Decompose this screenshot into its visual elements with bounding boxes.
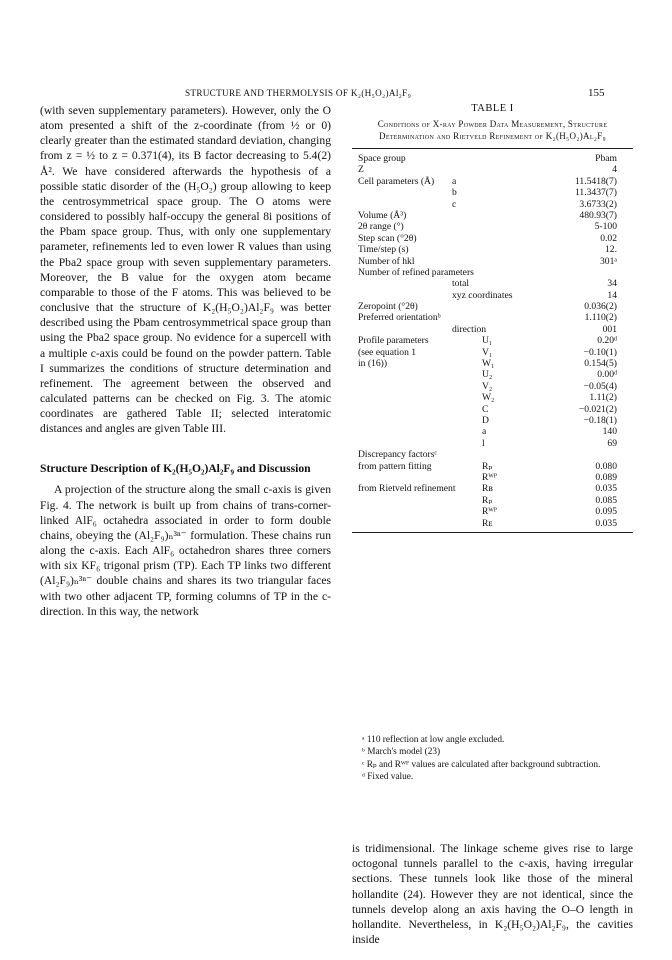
table-row bbox=[352, 267, 633, 278]
table-cell-sub: c bbox=[452, 198, 457, 210]
table-cell-value: 0.154(5) bbox=[584, 358, 617, 370]
table-row bbox=[352, 347, 633, 358]
paragraph-refinement: (with seven supplementary parameters). However, only the O atom presented a shift of the z-coordinate (from ½ or 0) clearly greater than the estimated standard deviation, changing from z = ½ to z = 0.371(4), its B factor decreasing to 5.4(2) Å². We have considered afterwards the hypothesis of a possible static disorder of the (H₅O₂) group allowing to keep the centrosymmetrical space group. The O atoms were considered to possibly half-occupy the general 8i positions of the Pbam space group. Thus, with only one supplementary parameter, refinements led to even lower R values than using the Pba2 space group with seven supplementary parameters. Moreover, the B value for the oxygen atom became comparable to those of the F atoms. This was believed to be conclusive that the structure of K₂(H₅O₂)Al₂F₉ was better described using the Pbam centrosymmetrical space group than using the Pba2 space group. No evidence for a supercell with a multiple c-axis could be found on the powder pattern. Table I summarizes the conditions of structure determination and refinement. The agreement between the observed and calculated patterns can be checked on Fig. 3. The atomic coordinates are gathered Table II; selected interatomic distances and angles are given Table III. bbox=[40, 104, 331, 436]
table-cell-value: 301ᵃ bbox=[599, 255, 617, 267]
table-cell-value: 11.5418(7) bbox=[574, 175, 617, 187]
table-cell-sub: total bbox=[452, 278, 470, 290]
table-row bbox=[352, 392, 633, 403]
table-footnotes bbox=[352, 734, 633, 784]
table-cell-value: 5-100 bbox=[594, 221, 617, 233]
table-cell-value: 140 bbox=[602, 426, 617, 438]
table-cell-value: 14 bbox=[607, 289, 617, 301]
table-cell-symbol: U₁ bbox=[482, 335, 493, 347]
table-cell-label: Zeropoint (°2θ) bbox=[358, 301, 418, 313]
table-cell-value: 0.095 bbox=[595, 506, 617, 518]
table-cell-value: 0.035 bbox=[595, 517, 617, 529]
footnote-a: ᵃ 110 reflection at low angle excluded. bbox=[362, 735, 505, 745]
table-cell-label: (see equation 1 bbox=[358, 346, 417, 358]
table-label: TABLE I bbox=[471, 103, 514, 114]
table-cell-value: 3.6733(2) bbox=[579, 198, 617, 210]
table-top-rule bbox=[352, 148, 633, 149]
table-caption: Conditions of X-ray Powder Data Measurement, Structure Determination and Rietveld Refinement of K₂(H₅O₂)Al₂F₉ bbox=[377, 119, 608, 141]
table-cell-label: Number of hkl bbox=[358, 255, 415, 267]
table-row bbox=[352, 164, 633, 175]
table-row bbox=[352, 495, 633, 506]
table-cell-value: −0.021(2) bbox=[578, 403, 617, 415]
table-row bbox=[352, 506, 633, 517]
running-header bbox=[0, 88, 672, 102]
table-cell-symbol: Rₚ bbox=[482, 494, 493, 506]
table-cell-label: Time/step (s) bbox=[358, 244, 409, 256]
table-cell-symbol: a bbox=[482, 426, 487, 438]
table-cell-sub: direction bbox=[452, 323, 487, 335]
table-cell-value: 0.085 bbox=[595, 494, 617, 506]
table-row bbox=[352, 210, 633, 221]
table-cell-symbol: Rᴇ bbox=[482, 517, 493, 529]
table-row bbox=[352, 449, 633, 460]
table-row bbox=[352, 518, 633, 529]
table-cell-value: 69 bbox=[607, 437, 617, 449]
table-cell-value: 1.110(2) bbox=[584, 312, 617, 324]
table-row bbox=[352, 290, 633, 301]
table-cell-value: 11.3437(7) bbox=[574, 187, 617, 199]
table-cell-sub: xyz coordinates bbox=[452, 289, 513, 301]
table-cell-value: 001 bbox=[602, 323, 617, 335]
right-column-text: is tridimensional. The linkage scheme gives rise to large octogonal tunnels parallel to the c-axis, having irregular sections. These tunnels look like those of the mineral hollandite (24). However they are not identical, since the tunnels develop along an axis having the O–O length in hollandite. Nevertheless, in K₂(H₅O₂)Al₂F₉, the cavities inside bbox=[352, 842, 633, 947]
table-cell-value: 0.035 bbox=[595, 483, 617, 495]
footnote-b: ᵇ March's model (23) bbox=[362, 747, 441, 758]
table-i bbox=[352, 103, 633, 533]
running-title: STRUCTURE AND THERMOLYSIS OF K₂(H₅O₂)Al₂F₉ bbox=[185, 88, 412, 98]
table-cell-value: 0.036(2) bbox=[584, 301, 617, 313]
table-cell-value: 480.93(7) bbox=[579, 209, 617, 221]
table-cell-value: −0.05(4) bbox=[583, 380, 617, 392]
table-cell-symbol: l bbox=[482, 437, 485, 449]
table-cell-label: Profile parameters bbox=[358, 335, 429, 347]
table-row bbox=[352, 483, 633, 494]
table-cell-label: from pattern fitting bbox=[358, 460, 432, 472]
table-cell-value: 0.080 bbox=[595, 460, 617, 472]
table-cell-value: 0.089 bbox=[595, 471, 617, 483]
table-cell-value: 12. bbox=[605, 244, 617, 256]
table-body bbox=[352, 153, 633, 529]
table-row bbox=[352, 438, 633, 449]
table-cell-symbol: V₂ bbox=[482, 380, 493, 392]
table-bottom-rule bbox=[352, 532, 633, 533]
footnote-c: ᶜ Rₚ and Rᵂᴾ values are calculated after background subtraction. bbox=[362, 759, 601, 770]
table-cell-symbol: V₁ bbox=[482, 346, 493, 358]
table-cell-value: 1.11(2) bbox=[589, 392, 617, 404]
table-cell-symbol: C bbox=[482, 403, 489, 415]
table-cell-label: Preferred orientationᵇ bbox=[358, 312, 441, 324]
table-cell-value: Pbam bbox=[595, 153, 617, 164]
table-row bbox=[352, 312, 633, 323]
table-row bbox=[352, 404, 633, 415]
table-cell-value: −0.18(1) bbox=[583, 414, 617, 426]
table-cell-symbol: Rᵂᴾ bbox=[482, 506, 497, 518]
table-row bbox=[352, 415, 633, 426]
footnote-d: ᵈ Fixed value. bbox=[362, 772, 414, 783]
table-cell-symbol: W₁ bbox=[482, 358, 495, 370]
table-cell-label: Cell parameters (Å) bbox=[358, 175, 435, 187]
page-number: 155 bbox=[588, 87, 605, 99]
table-cell-symbol: Rʙ bbox=[482, 483, 493, 495]
table-cell-value: 4 bbox=[612, 164, 617, 176]
table-cell-label: in (16)) bbox=[358, 358, 388, 370]
table-cell-value: −0.10(1) bbox=[583, 346, 617, 358]
table-cell-label: Space group bbox=[358, 153, 406, 164]
table-cell-label: Number of refined parameters bbox=[358, 266, 474, 278]
table-row bbox=[352, 358, 633, 369]
table-row bbox=[352, 221, 633, 232]
table-row bbox=[352, 278, 633, 289]
left-column bbox=[40, 103, 331, 619]
table-cell-label: Volume (Å³) bbox=[358, 209, 407, 221]
table-cell-symbol: Rₚ bbox=[482, 460, 493, 472]
table-row bbox=[352, 472, 633, 483]
table-cell-value: 0.02 bbox=[600, 232, 617, 244]
section-heading: Structure Description of K₂(H₅O₂)Al₂F₉ and Discussion bbox=[40, 462, 311, 476]
table-row bbox=[352, 233, 633, 244]
table-cell-symbol: Rᵂᴾ bbox=[482, 471, 497, 483]
table-cell-value: 0.00ᵈ bbox=[597, 369, 617, 381]
table-row bbox=[352, 199, 633, 210]
table-cell-label: 2θ range (°) bbox=[358, 221, 404, 233]
table-row bbox=[352, 244, 633, 255]
table-row bbox=[352, 381, 633, 392]
table-cell-label: Z bbox=[358, 164, 364, 176]
table-cell-label: Step scan (°2θ) bbox=[358, 232, 417, 244]
table-cell-value: 0.20ᵈ bbox=[597, 335, 617, 347]
table-row bbox=[352, 369, 633, 380]
table-row bbox=[352, 335, 633, 346]
table-cell-sub: a bbox=[452, 175, 457, 187]
table-cell-label: Discrepancy factorsᶜ bbox=[358, 449, 437, 461]
table-row bbox=[352, 176, 633, 187]
table-cell-symbol: U₂ bbox=[482, 369, 493, 381]
table-row bbox=[352, 256, 633, 267]
table-row bbox=[352, 426, 633, 437]
table-row bbox=[352, 187, 633, 198]
table-cell-symbol: W₂ bbox=[482, 392, 495, 404]
table-cell-label: from Rietveld refinement bbox=[358, 483, 456, 495]
table-row bbox=[352, 324, 633, 335]
table-cell-value: 34 bbox=[607, 278, 617, 290]
table-row bbox=[352, 301, 633, 312]
table-row bbox=[352, 153, 633, 164]
table-row bbox=[352, 461, 633, 472]
table-cell-sub: b bbox=[452, 187, 457, 199]
paragraph-structure-description: A projection of the structure along the small c-axis is given Fig. 4. The network is built up from chains of trans-corner-linked AlF₆ octahedra associated in order to form double chains, obeying the (Al₂F₉)ₙ³ⁿ⁻ formulation. These chains run along the c-axis. Each AlF₆ octahedron shares three corners with six KF₆ trigonal prism (TP). Each TP links two different (Al₂F₉)ₙ³ⁿ⁻ double chains and shares its two triangular faces with two other adjacent TP, forming columns of TP in the c-direction. In this way, the network bbox=[40, 483, 331, 618]
table-cell-symbol: D bbox=[482, 414, 489, 426]
